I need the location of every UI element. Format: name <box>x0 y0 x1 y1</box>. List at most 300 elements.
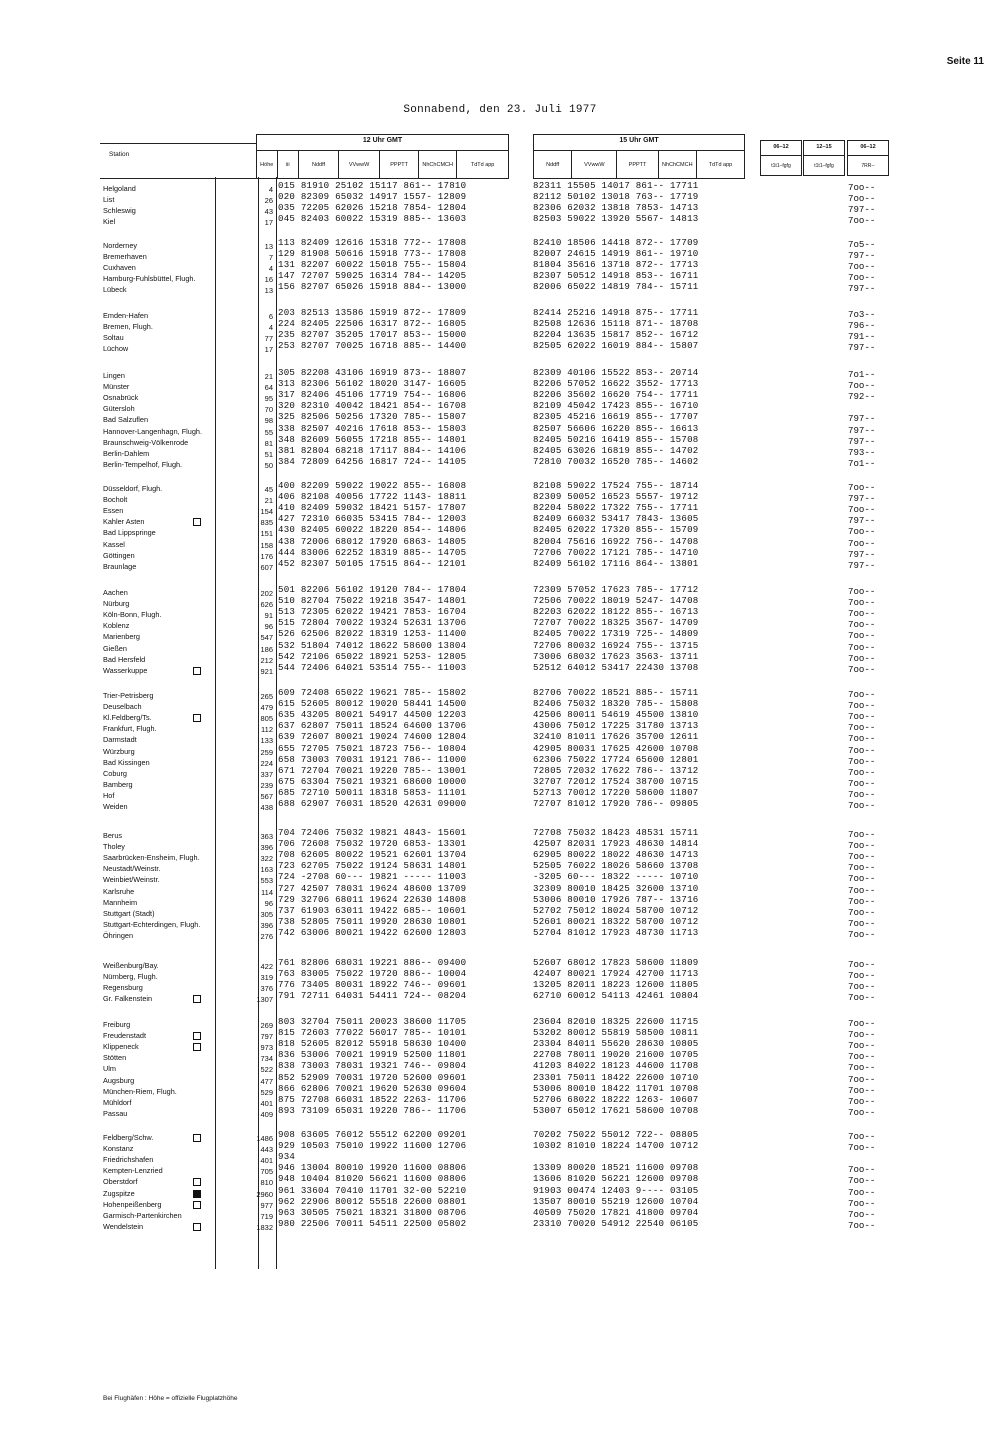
station-name: Essen <box>103 506 124 516</box>
precip-0612-sub: 7RR-- <box>848 155 888 175</box>
precip-code: 7oo-- <box>848 992 876 1004</box>
obs-15utc: 72706 80032 16924 755-- 13715 <box>533 639 699 651</box>
station-height: 45 <box>264 485 273 494</box>
station-name: Hamburg-Fuhlsbüttel, Flugh. <box>103 274 196 284</box>
precip-code: 7oo-- <box>848 504 876 516</box>
obs-12utc: 980 22506 70011 54511 22500 05802 <box>278 1217 467 1229</box>
station-height: 91 <box>264 611 273 621</box>
station-height: 363 <box>260 832 273 841</box>
precip-code: 7oo-- <box>848 722 876 734</box>
precip-code: 7oo-- <box>848 884 876 896</box>
sub15-col-5: TdTd app <box>708 161 733 168</box>
obs-12utc: 637 62807 75011 18524 64600 13706 <box>278 720 467 732</box>
station-height: 212 <box>260 655 273 665</box>
obs-15utc: 52607 68012 17823 58600 11809 <box>533 957 699 968</box>
precip-code: 7oo-- <box>848 537 876 549</box>
precip-code: 7oo-- <box>848 380 876 392</box>
station-name: Bad Salzuflen <box>103 415 149 425</box>
station-height: 81 <box>264 438 273 448</box>
station-name: Osnabrück <box>103 393 139 403</box>
obs-15utc: 52702 75012 18024 58700 10712 <box>533 904 699 916</box>
obs-12utc: 737 61903 63011 19422 685-- 10601 <box>278 904 467 916</box>
period-1215-box <box>803 140 845 176</box>
obs-15utc: 52505 76022 18026 58660 13708 <box>533 860 699 872</box>
table-row <box>0 661 1000 676</box>
station-name: Berlin-Tempelhof, Flugh. <box>103 459 183 469</box>
station-name: Karlsruhe <box>103 886 135 896</box>
precip-code: 7o1-- <box>848 457 876 469</box>
obs-12utc: 406 82108 40056 17722 1143- 18811 <box>278 491 467 503</box>
station-height: 224 <box>260 758 273 768</box>
obs-15utc: 43006 75012 17225 31780 13713 <box>533 720 699 732</box>
precip-code: 7oo-- <box>848 215 876 227</box>
station-height: 305 <box>260 909 273 919</box>
precip-code: 7oo-- <box>848 711 876 723</box>
precip-code: 7oo-- <box>848 1164 876 1176</box>
precip-code: 7o3-- <box>848 309 876 320</box>
station-height: 202 <box>260 589 273 598</box>
station-name: Kiel <box>103 217 116 227</box>
obs-15utc: 82414 25216 14918 875-- 17711 <box>533 307 699 318</box>
precip-code: 7oo-- <box>848 700 876 712</box>
obs-15utc: 82305 45216 16619 855-- 17707 <box>533 411 699 423</box>
obs-15utc: 23604 82010 18325 22600 11715 <box>533 1016 699 1027</box>
open-square-icon <box>193 1178 201 1186</box>
obs-15utc: 82410 18506 14418 872-- 17709 <box>533 237 699 248</box>
precip-code: 7oo-- <box>848 482 876 493</box>
precip-code: 7oo-- <box>848 663 876 675</box>
obs-12utc: 727 42507 78031 19624 48600 13709 <box>278 882 467 894</box>
obs-12utc: 438 72006 68012 17920 6863- 14805 <box>278 535 467 547</box>
obs-15utc: 32410 81011 17626 35700 12611 <box>533 731 699 743</box>
station-name: Neustadt/Weinstr. <box>103 864 161 874</box>
station-name: Bad Lippspringe <box>103 528 156 538</box>
precip-code: 7oo-- <box>848 851 876 863</box>
station-name: Darmstadt <box>103 735 137 745</box>
obs-12utc: 515 72804 70022 19324 52631 13706 <box>278 617 467 629</box>
precip-code: 7oo-- <box>848 1073 876 1085</box>
obs-12utc: 430 82405 60022 18220 854-- 14806 <box>278 524 467 536</box>
precip-code: 7o5-- <box>848 239 876 250</box>
obs-15utc: 82309 50052 16523 5557- 19712 <box>533 491 699 503</box>
obs-12utc: 501 82206 56102 19120 784-- 17804 <box>278 584 467 595</box>
open-square-icon <box>193 1201 201 1209</box>
obs-12utc: 635 43205 80021 54917 44500 12203 <box>278 709 467 721</box>
obs-12utc: 688 62907 76031 18520 42631 09000 <box>278 798 467 809</box>
obs-15utc: 52601 80021 18322 58700 10712 <box>533 915 699 927</box>
station-name: Tholey <box>103 842 125 852</box>
obs-15utc: 82204 58022 17322 755-- 17711 <box>533 502 699 514</box>
open-square-icon <box>193 518 201 526</box>
obs-12utc: 381 82804 68218 17117 884-- 14106 <box>278 444 467 456</box>
obs-15utc: 13606 81020 56221 12600 09708 <box>533 1173 699 1185</box>
precip-code: 7oo-- <box>848 641 876 653</box>
station-name: Weißenburg/Bay. <box>103 961 159 970</box>
station-name: Hof <box>103 790 115 800</box>
obs-12utc: 763 83005 75022 19720 886-- 10004 <box>278 968 467 980</box>
precip-code: 792-- <box>848 391 876 403</box>
station-height: 17 <box>264 345 273 355</box>
obs-15utc: 82508 12636 15118 871-- 18708 <box>533 318 699 330</box>
station-name: Friedrichshafen <box>103 1155 154 1165</box>
station-name: Augsburg <box>103 1075 135 1085</box>
obs-15utc: 91903 00474 12403 9---- 03105 <box>533 1184 699 1196</box>
station-name: Ulm <box>103 1064 116 1074</box>
sub15-col-1: Nddff <box>534 151 572 178</box>
station-name: Helgoland <box>103 184 136 193</box>
precip-code: 797-- <box>848 548 876 560</box>
obs-12utc: 708 62605 80022 19521 62601 13704 <box>278 849 467 861</box>
obs-15utc: 82109 45042 17423 855-- 16710 <box>533 400 699 412</box>
obs-12utc: 320 82310 40042 18421 854-- 16708 <box>278 400 467 412</box>
precip-code: 7oo-- <box>848 800 876 811</box>
station-height: 921 <box>260 666 273 676</box>
obs-12utc: 776 73405 80031 18922 746-- 09601 <box>278 979 467 991</box>
obs-15utc: 42506 80011 54619 45500 13810 <box>533 709 699 721</box>
obs-12utc: 706 72608 75032 19720 6853- 13301 <box>278 838 467 850</box>
table-row <box>0 1217 1000 1232</box>
obs-12utc: 542 72106 65022 18921 5253- 12805 <box>278 650 467 662</box>
obs-12utc: 724 -2708 60--- 19821 ----- 11003 <box>278 871 467 883</box>
obs-15utc: 82203 62022 18122 855-- 16713 <box>533 606 699 618</box>
precip-code: 7oo-- <box>848 1062 876 1074</box>
obs-12utc: 929 10503 75010 19922 11600 12706 <box>278 1140 467 1152</box>
obs-15utc: 52704 81012 17923 48730 11713 <box>533 926 699 938</box>
precip-code: 7oo-- <box>848 1040 876 1052</box>
obs-15utc: 72707 81012 17920 786-- 09805 <box>533 798 699 809</box>
obs-12utc: 526 62506 82022 18319 1253- 11400 <box>278 628 467 640</box>
precip-code: 7oo-- <box>848 928 876 940</box>
obs-12utc: 113 82409 12616 15318 772-- 17808 <box>278 237 467 248</box>
precip-code: 7oo-- <box>848 1029 876 1041</box>
station-name: Frankfurt, Flugh. <box>103 724 157 734</box>
obs-12utc: 655 72705 75021 18723 756-- 10804 <box>278 742 467 754</box>
station-name: Norderney <box>103 241 138 250</box>
obs-12utc: 305 82208 43106 16919 873-- 18807 <box>278 367 467 378</box>
station-name: Bocholt <box>103 495 128 505</box>
obs-12utc: 675 63304 75021 19321 68600 10000 <box>278 775 467 787</box>
station-name: Weiden <box>103 802 128 811</box>
sub12-col-4: NhChCMCH <box>419 151 457 178</box>
open-square-icon <box>193 1043 201 1051</box>
obs-12utc: 866 62806 70021 19620 52630 09604 <box>278 1082 467 1094</box>
station-height: 409 <box>260 1109 273 1119</box>
table-row <box>0 213 1000 228</box>
obs-12utc: 836 53006 70021 19919 52500 11801 <box>278 1049 467 1061</box>
station-name: Bamberg <box>103 779 133 789</box>
station-name: Bad Kissingen <box>103 757 150 767</box>
obs-12utc: 729 32706 68011 19624 22630 14808 <box>278 893 467 905</box>
obs-12utc: 510 82704 75022 19218 3547- 14801 <box>278 595 467 607</box>
station-height: 401 <box>260 1156 273 1166</box>
station-name: Feldberg/Schw. <box>103 1133 154 1142</box>
station-height: 479 <box>260 703 273 713</box>
station-height: 259 <box>260 747 273 757</box>
obs-12utc: 875 72708 66031 18522 2263- 11706 <box>278 1093 467 1105</box>
obs-12utc: 129 81908 50616 15918 773-- 17808 <box>278 248 467 260</box>
precip-code: 7oo-- <box>848 608 876 620</box>
obs-12utc: 325 82506 50256 17320 785-- 15807 <box>278 411 467 423</box>
station-name: Wasserkuppe <box>103 665 148 675</box>
open-square-icon <box>193 1032 201 1040</box>
obs-12utc: 893 73109 65031 19220 786-- 11706 <box>278 1104 467 1116</box>
obs-12utc: 704 72406 75032 19821 4843- 15601 <box>278 827 467 838</box>
obs-12utc: 803 32704 75011 20023 38600 11705 <box>278 1016 467 1027</box>
station-height: 401 <box>260 1098 273 1108</box>
station-name: Kl.Feldberg/Ts. <box>103 713 152 723</box>
station-name: Coburg <box>103 768 127 778</box>
station-height: 114 <box>261 887 273 897</box>
filled-square-icon <box>193 1190 201 1198</box>
station-name: Berus <box>103 831 123 840</box>
obs-15utc: 62710 60012 54113 42461 10804 <box>533 990 699 1002</box>
precip-code: 7oo-- <box>848 1084 876 1096</box>
station-name: Freiburg <box>103 1020 131 1029</box>
station-name: Stuttgart (Stadt) <box>103 908 155 918</box>
precip-code: 7oo-- <box>848 597 876 609</box>
station-height: 55 <box>264 427 273 437</box>
station-height: 13 <box>264 242 273 251</box>
obs-12utc: 348 82609 56055 17218 855-- 14801 <box>278 433 467 445</box>
precip-code: 7oo-- <box>848 630 876 642</box>
obs-15utc: 82007 24615 14919 861-- 19710 <box>533 248 699 260</box>
precip-code: 7o1-- <box>848 369 876 380</box>
obs-15utc: 72708 75032 18423 48531 15711 <box>533 827 699 838</box>
obs-15utc: 82306 62032 13818 7853- 14713 <box>533 202 699 214</box>
station-name: Stuttgart-Echterdingen, Flugh. <box>103 919 201 929</box>
obs-12utc: 338 82507 40216 17618 853-- 15803 <box>278 422 467 434</box>
precip-code: 7oo-- <box>848 652 876 664</box>
station-height: 265 <box>260 692 273 701</box>
obs-12utc: 452 82307 50105 17515 864-- 12101 <box>278 557 467 569</box>
station-name: Soltau <box>103 333 124 343</box>
precip-code: 797-- <box>848 250 876 262</box>
precip-code: 7oo-- <box>848 906 876 918</box>
station-name: Regensburg <box>103 983 143 993</box>
obs-15utc: 52706 68022 18222 1263- 10607 <box>533 1093 699 1105</box>
station-name: München-Riem, Flugh. <box>103 1086 177 1096</box>
station-height: 547 <box>260 633 273 643</box>
precip-code: 7oo-- <box>848 788 876 800</box>
obs-15utc: 82406 75032 18320 785-- 15808 <box>533 698 699 710</box>
station-height: 477 <box>260 1076 273 1086</box>
station-height: 77 <box>264 334 273 344</box>
station-name: Oberstdorf <box>103 1177 138 1187</box>
obs-15utc: 42507 82031 17923 48630 14814 <box>533 838 699 850</box>
obs-12utc: 671 72704 70021 19220 785-- 13001 <box>278 764 467 776</box>
sub15-col-4: NhChCMCH <box>659 151 697 178</box>
precip-code: 791-- <box>848 331 876 343</box>
obs-12utc: 761 82806 68031 19221 886-- 09400 <box>278 957 467 968</box>
station-height: 567 <box>260 791 273 801</box>
precip-code: 7oo-- <box>848 1186 876 1198</box>
obs-12utc: 742 63006 80021 19422 62600 12803 <box>278 926 467 938</box>
iii-header: iii <box>278 151 300 178</box>
station-name: Nürnberg, Flugh. <box>103 972 158 982</box>
precip-code: 7oo-- <box>848 1219 876 1231</box>
sub12-col-2: VVwwW <box>339 151 380 178</box>
obs-15utc: 42905 80031 17625 42600 10708 <box>533 742 699 754</box>
precip-code: 7oo-- <box>848 840 876 852</box>
station-name: Cuxhaven <box>103 263 136 273</box>
obs-15utc: 32309 80010 18425 32600 13710 <box>533 882 699 894</box>
station-height: 797 <box>260 1032 273 1042</box>
station-name: Öhringen <box>103 930 134 940</box>
precip-code: 797-- <box>848 424 876 436</box>
station-name: Mannheim <box>103 897 138 907</box>
precip-code: 7oo-- <box>848 1142 876 1154</box>
station-height: 322 <box>260 854 273 864</box>
precip-code: 7oo-- <box>848 1197 876 1209</box>
station-height: 176 <box>260 551 273 561</box>
page-number: Seite 11 <box>946 56 984 67</box>
station-height: 98 <box>264 416 273 426</box>
page-title: Sonnabend, den 23. Juli 1977 <box>403 104 597 116</box>
station-height: 269 <box>260 1021 273 1030</box>
precip-code: 797-- <box>848 283 876 295</box>
table-row <box>0 557 1000 572</box>
station-height: 154 <box>260 507 273 517</box>
sub12-col-5: TdTd app <box>470 161 495 168</box>
precip-code: 7oo-- <box>848 917 876 929</box>
station-height: 626 <box>260 600 273 610</box>
obs-15utc: 82409 66032 53417 7843- 13605 <box>533 513 699 525</box>
table-row <box>0 990 1000 1005</box>
obs-15utc: 23310 70020 54912 22540 06105 <box>533 1217 699 1229</box>
station-height: 163 <box>260 865 273 875</box>
station-name: Mühldorf <box>103 1097 132 1107</box>
obs-15utc: 32707 72012 17524 38700 10715 <box>533 775 699 787</box>
station-height: 239 <box>260 780 273 790</box>
station-height: 734 <box>260 1054 273 1064</box>
station-height: 396 <box>260 920 273 930</box>
station-height: 553 <box>260 876 273 886</box>
gmt15-title: 15 Uhr GMT <box>619 137 659 144</box>
precip-code: 7oo-- <box>848 733 876 745</box>
obs-15utc: 53006 80010 17926 787-- 13716 <box>533 893 699 905</box>
station-height: 973 <box>260 1043 273 1053</box>
station-height: 607 <box>260 562 273 572</box>
precip-code: 7oo-- <box>848 829 876 840</box>
station-height: 17 <box>264 218 273 228</box>
station-height: 276 <box>260 931 273 941</box>
obs-15utc: 13205 82011 18223 12600 11805 <box>533 979 699 991</box>
precip-code: 7oo-- <box>848 689 876 700</box>
obs-12utc: 658 73003 70031 19121 786-- 11000 <box>278 753 467 765</box>
table-row <box>0 455 1000 470</box>
obs-15utc: 82405 62022 17320 855-- 15709 <box>533 524 699 536</box>
obs-12utc: 963 30505 75021 18321 31800 08706 <box>278 1206 467 1218</box>
obs-15utc: 62905 80022 18022 48630 14713 <box>533 849 699 861</box>
station-name: Münster <box>103 382 130 392</box>
obs-15utc: 81804 35616 13718 872-- 17713 <box>533 259 699 271</box>
precip-code: 7oo-- <box>848 261 876 273</box>
gmt15-subheaders <box>534 150 744 178</box>
obs-15utc: 82505 62022 16019 884-- 15807 <box>533 340 699 352</box>
precip-code: 7oo-- <box>848 1051 876 1063</box>
station-height: 151 <box>260 529 273 539</box>
station-height: 977 <box>260 1200 273 1210</box>
station-height: 7 <box>268 253 273 263</box>
station-height: 810 <box>260 1178 273 1188</box>
obs-12utc: 020 82309 65032 14917 1557- 12809 <box>278 191 467 203</box>
station-height: 835 <box>260 518 273 528</box>
station-name: Kassel <box>103 539 125 549</box>
obs-12utc: 035 72205 62026 15218 7854- 12804 <box>278 202 467 214</box>
station-height: 26 <box>264 196 273 206</box>
station-name: Gießen <box>103 643 127 653</box>
period-0612-sub: t1t1–fgfg <box>761 155 801 175</box>
obs-15utc: 53202 80012 55819 58500 10811 <box>533 1027 699 1039</box>
obs-15utc: 72810 70032 16520 785-- 14602 <box>533 455 699 467</box>
station-name: Freudenstadt <box>103 1031 146 1041</box>
station-height: 43 <box>264 207 273 217</box>
obs-15utc: 82307 50512 14918 853-- 16711 <box>533 270 699 282</box>
station-name: Gr. Falkenstein <box>103 994 153 1004</box>
obs-15utc: 82112 50102 13018 763-- 17719 <box>533 191 699 203</box>
station-column-header <box>100 143 256 179</box>
obs-15utc: 82405 50216 16419 855-- 15708 <box>533 433 699 445</box>
sub15-col-3: PPPTT <box>617 151 658 178</box>
obs-12utc: 410 82409 59032 18421 5157- 17807 <box>278 502 467 514</box>
station-height: 1307 <box>256 995 273 1005</box>
precip-code: 7oo-- <box>848 766 876 778</box>
station-height: 13 <box>264 286 273 296</box>
obs-15utc: 82503 59022 13920 5567- 14813 <box>533 213 699 225</box>
obs-12utc: 015 81910 25102 15117 861-- 17810 <box>278 180 467 191</box>
obs-15utc: 53006 80010 18422 11701 10708 <box>533 1082 699 1094</box>
gmt15-header <box>533 134 745 179</box>
obs-15utc: 52512 64012 53417 22430 13708 <box>533 661 699 673</box>
obs-15utc: -3205 60--- 18322 ----- 10710 <box>533 871 699 883</box>
obs-15utc: 82006 65022 14819 784-- 15711 <box>533 281 699 293</box>
precip-code: 797-- <box>848 493 876 505</box>
station-name: Emden-Hafen <box>103 311 149 320</box>
obs-12utc: 513 72305 62022 19421 7853- 16704 <box>278 606 467 618</box>
obs-15utc: 70202 75022 55012 722-- 08805 <box>533 1129 699 1140</box>
open-square-icon <box>193 1223 201 1231</box>
precip-code: 797-- <box>848 515 876 527</box>
obs-15utc: 82204 13635 15817 852-- 16712 <box>533 329 699 341</box>
station-name: Nürburg <box>103 599 130 609</box>
period-1215-title: 12–15 <box>816 144 832 150</box>
precip-code: 7oo-- <box>848 873 876 885</box>
station-name: Stötten <box>103 1053 127 1063</box>
gmt12-subheaders <box>257 150 508 178</box>
period-0612-title: 06–12 <box>773 144 789 150</box>
station-height: 1832 <box>256 1222 273 1232</box>
obs-12utc: 235 82707 35205 17017 853-- 15000 <box>278 329 467 341</box>
station-height: 396 <box>260 843 273 853</box>
precip-code: 7oo-- <box>848 272 876 284</box>
station-name: Lingen <box>103 371 125 380</box>
obs-12utc: 723 62705 75022 19124 58631 14801 <box>278 860 467 872</box>
station-name: Klippeneck <box>103 1042 139 1052</box>
station-name: Braunschweig-Völkenrode <box>103 437 189 447</box>
precip-code: 7oo-- <box>848 981 876 993</box>
obs-15utc: 82706 70022 18521 885-- 15711 <box>533 687 699 698</box>
open-square-icon <box>193 1134 201 1142</box>
station-height: 4 <box>268 264 273 274</box>
obs-15utc: 82507 56606 16220 855-- 16613 <box>533 422 699 434</box>
precip-0612-title: 06–12 <box>860 144 876 150</box>
table-row <box>0 389 1000 404</box>
obs-12utc: 738 52805 75011 19920 28630 10801 <box>278 915 467 927</box>
obs-15utc: 40509 75020 17821 41800 09704 <box>533 1206 699 1218</box>
station-name: Lübeck <box>103 285 127 295</box>
station-name: Kempten-Lenzried <box>103 1166 163 1176</box>
station-height: 96 <box>264 622 273 632</box>
